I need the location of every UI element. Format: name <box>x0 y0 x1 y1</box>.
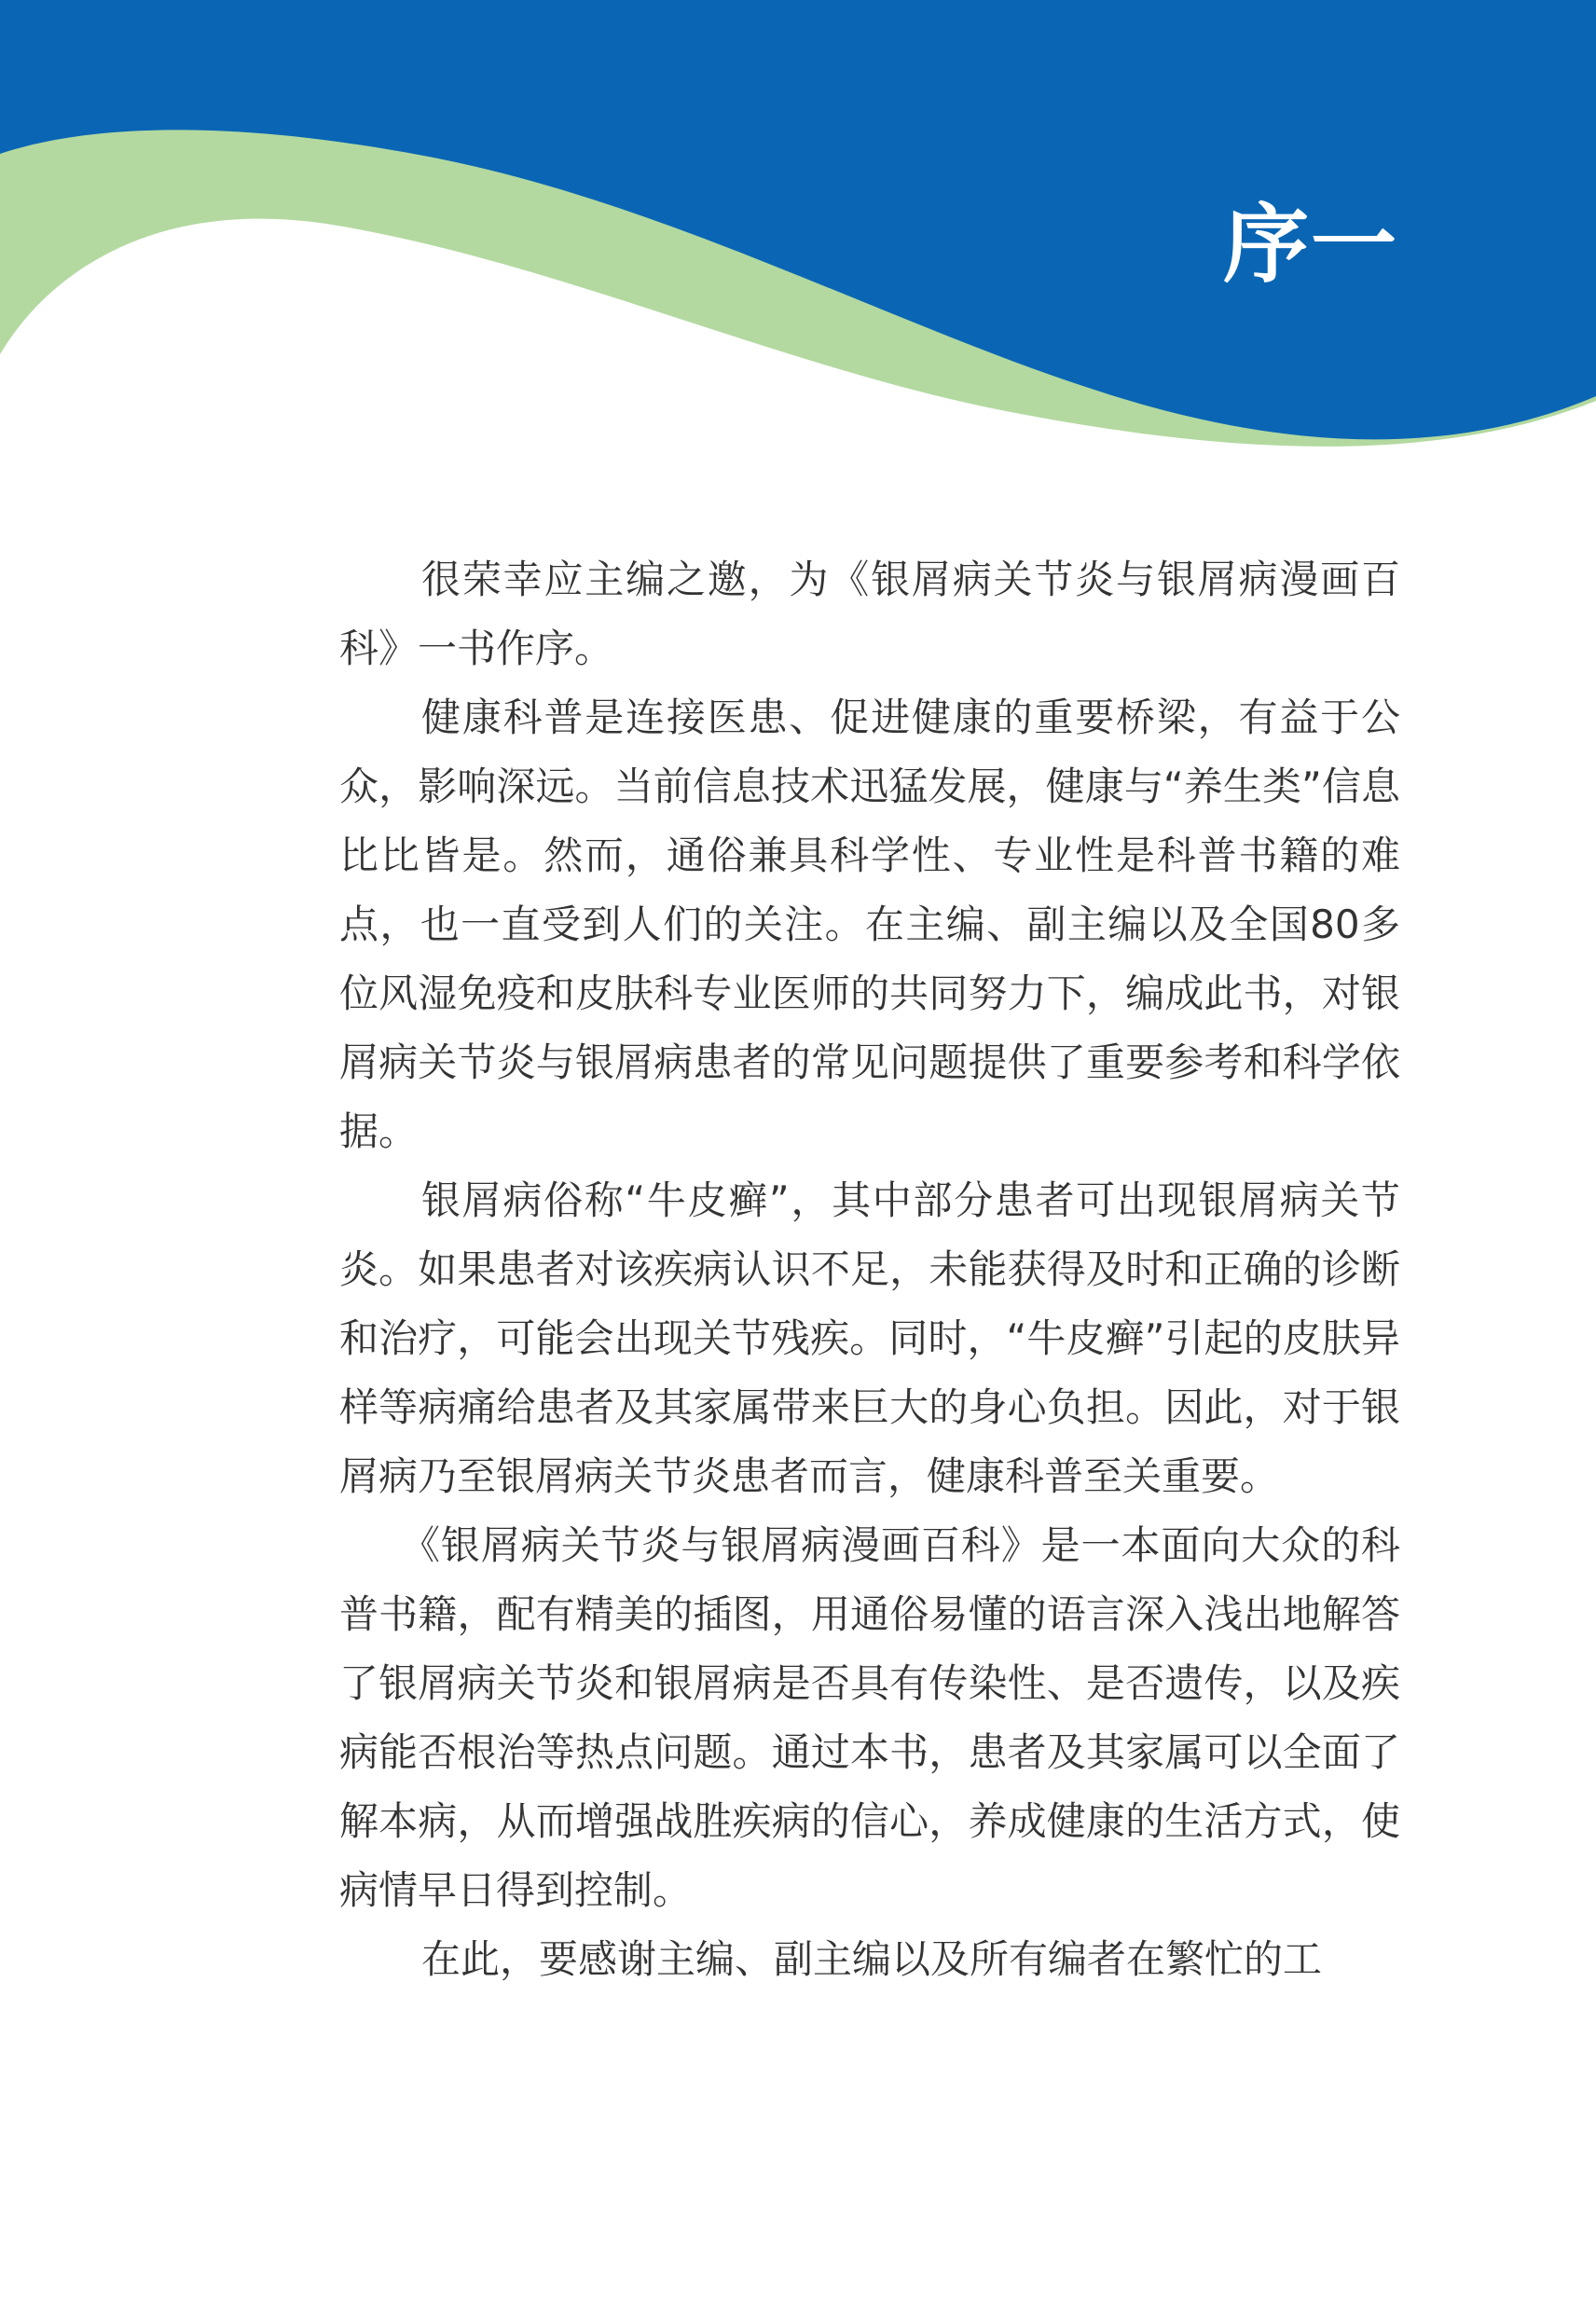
preface-body <box>339 545 1400 1994</box>
paragraph: 银屑病俗称“牛皮癣”，其中部分患者可出现银屑病关节炎。如果患者对该疾病认识不足，未能获得及时和正确的诊断和治疗，可能会出现关节残疾。同时，“牛皮癣”引起的皮肤异样等病痛给患者及其家属带来巨大的身心负担。因此，对于银屑病乃至银屑病关节炎患者而言，健康科普至关重要。 <box>339 1177 1400 1499</box>
paragraph: 在此，要感谢主编、副主编以及所有编者在繁忙的工 <box>421 1936 1323 1982</box>
paragraph: 健康科普是连接医患、促进健康的重要桥梁，有益于公众，影响深远。当前信息技术迅猛发展，健康与“养生类”信息比比皆是。然而，通俗兼具科学性、专业性是科普书籍的难点，也一直受到人们的关注。在主编、副主编以及全国80多位风湿免疫和皮肤科专业医师的共同努力下，编成此书，对银屑病关节炎与银屑病患者的常见问题提供了重要参考和科学依据。 <box>339 695 1400 1154</box>
page-title: 序一 <box>1222 195 1398 295</box>
paragraph: 很荣幸应主编之邀，为《银屑病关节炎与银屑病漫画百科》一书作序。 <box>339 557 1400 671</box>
paragraph: 《银屑病关节炎与银屑病漫画百科》是一本面向大众的科普书籍，配有精美的插图，用通俗易懂的语言深入浅出地解答了银屑病关节炎和银屑病是否具有传染性、是否遗传，以及疾病能否根治等热点问题。通过本书，患者及其家属可以全面了解本病，从而增强战胜疾病的信心，养成健康的生活方式，使病情早日得到控制。 <box>339 1522 1400 1913</box>
